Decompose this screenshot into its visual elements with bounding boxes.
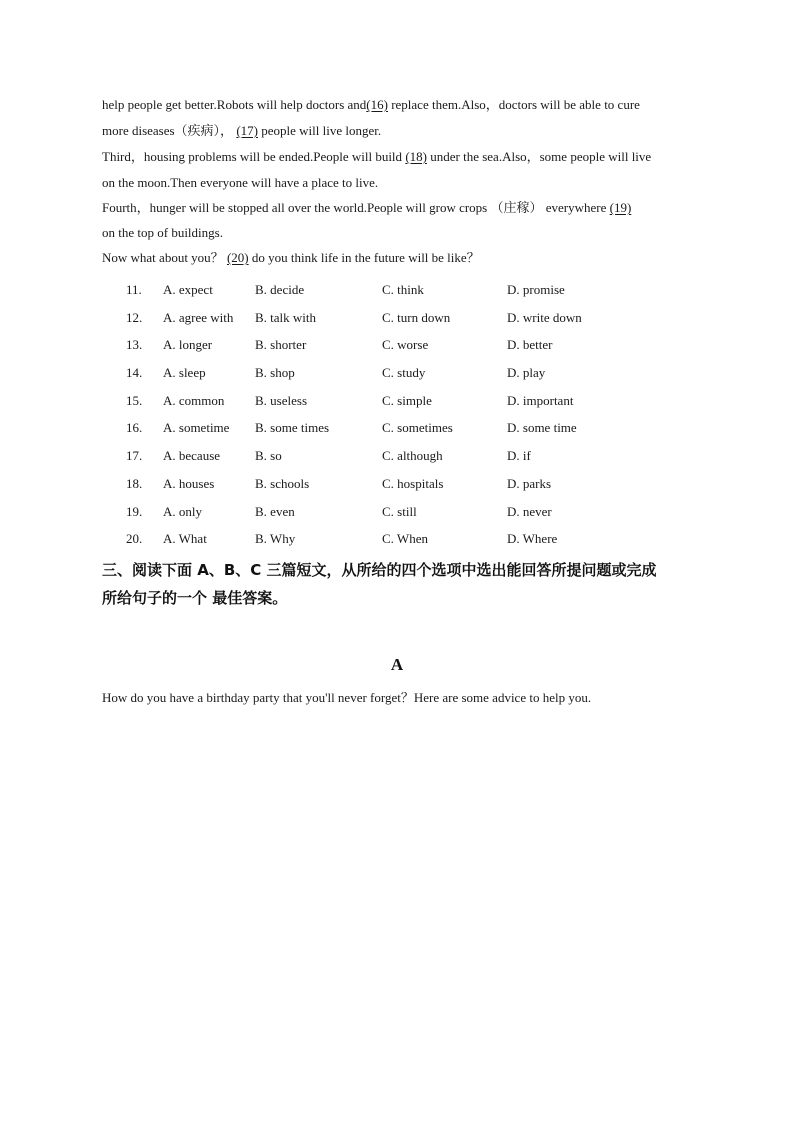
question-row (126, 528, 706, 556)
passage-line: on the moon.Then everyone will have a place to live. (102, 175, 379, 190)
section-heading-line: 所给句子的一个 最佳答案。 (102, 589, 288, 607)
question-number: 15. (126, 392, 143, 408)
option-a: A. sometime (163, 420, 230, 436)
option-c: C. hospitals (382, 475, 444, 491)
option-c: C. think (382, 282, 424, 297)
passage-letter: A (390, 655, 404, 674)
question-number: 11. (126, 282, 142, 297)
cloze-passage (102, 94, 702, 272)
question-row (126, 362, 706, 390)
option-c: C. worse (382, 337, 429, 353)
blank-19: (19) (609, 200, 632, 215)
option-a: A. only (163, 503, 202, 519)
option-a: A. expect (163, 282, 213, 297)
option-c: C. simple (382, 392, 432, 408)
option-c: C. although (382, 448, 443, 464)
option-b: B. some times (255, 420, 330, 436)
question-number: 13. (126, 337, 143, 353)
question-row (126, 307, 706, 335)
question-row (126, 334, 706, 362)
answer-options (126, 279, 706, 556)
option-c: C. still (382, 503, 417, 519)
option-c: C. When (382, 531, 428, 547)
passage-line: more diseases（疾病）， (17) people will live longer. (102, 123, 382, 138)
option-d: D. Where (507, 531, 558, 547)
passage-intro: How do you have a birthday party that you'll never forget？Here are some advice to help you. (102, 690, 592, 705)
option-a: A. agree with (163, 309, 234, 325)
option-b: B. decide (255, 282, 305, 297)
question-number: 12. (126, 309, 143, 325)
question-row (126, 501, 706, 529)
question-number: 20. (126, 531, 143, 547)
question-row (126, 279, 706, 307)
option-a: A. sleep (163, 365, 206, 381)
option-d: D. better (507, 337, 553, 353)
question-row (126, 445, 706, 473)
question-number: 17. (126, 448, 143, 464)
question-number: 16. (126, 420, 143, 436)
section-heading-line: 三、阅读下面 A、B、C 三篇短文，从所给的四个选项中选出能回答所提问题或完成 (102, 561, 657, 579)
question-row (126, 473, 706, 501)
option-b: B. shorter (255, 337, 307, 353)
option-b: B. talk with (255, 309, 317, 325)
blank-20: (20) (226, 250, 249, 265)
passage-line: on the top of buildings. (102, 225, 223, 240)
option-c: C. turn down (382, 309, 451, 325)
question-number: 18. (126, 475, 143, 491)
option-d: D. write down (507, 309, 582, 325)
question-number: 19. (126, 503, 143, 519)
option-b: B. shop (255, 365, 295, 381)
option-a: A. because (163, 448, 221, 464)
option-b: B. Why (255, 531, 296, 547)
option-c: C. sometimes (382, 420, 453, 436)
option-c: C. study (382, 365, 426, 381)
option-b: B. useless (255, 392, 307, 408)
option-d: D. some time (507, 420, 577, 436)
blank-18: (18) (405, 149, 427, 164)
option-a: A. common (163, 392, 225, 408)
option-d: D. promise (507, 282, 565, 297)
question-row (126, 417, 706, 445)
passage-line: Fourth，hunger will be stopped all over the world.People will grow crops （庄稼） everywhere (19) (102, 200, 632, 215)
option-b: B. even (255, 503, 295, 519)
option-a: A. What (163, 531, 207, 547)
blank-17: (17) (236, 123, 258, 138)
option-a: A. longer (163, 337, 213, 353)
option-d: D. never (507, 503, 552, 519)
option-b: B. so (255, 448, 282, 464)
option-d: D. if (507, 448, 531, 464)
option-d: D. parks (507, 475, 552, 491)
blank-16: (16) (366, 97, 388, 112)
option-d: D. play (507, 365, 546, 381)
passage-line: help people get better.Robots will help doctors and(16) replace them.Also，doctors will be able to cure (102, 97, 640, 112)
option-b: B. schools (255, 475, 310, 491)
section-heading (102, 556, 702, 612)
passage-line: Now what about you？ (20) do you think life in the future will be like？ (102, 250, 480, 265)
question-number: 14. (126, 365, 143, 381)
option-d: D. important (507, 392, 574, 408)
question-row (126, 390, 706, 418)
option-a: A. houses (163, 475, 215, 491)
passage-line: Third，housing problems will be ended.People will build (18) under the sea.Also，some people will live (102, 149, 652, 164)
